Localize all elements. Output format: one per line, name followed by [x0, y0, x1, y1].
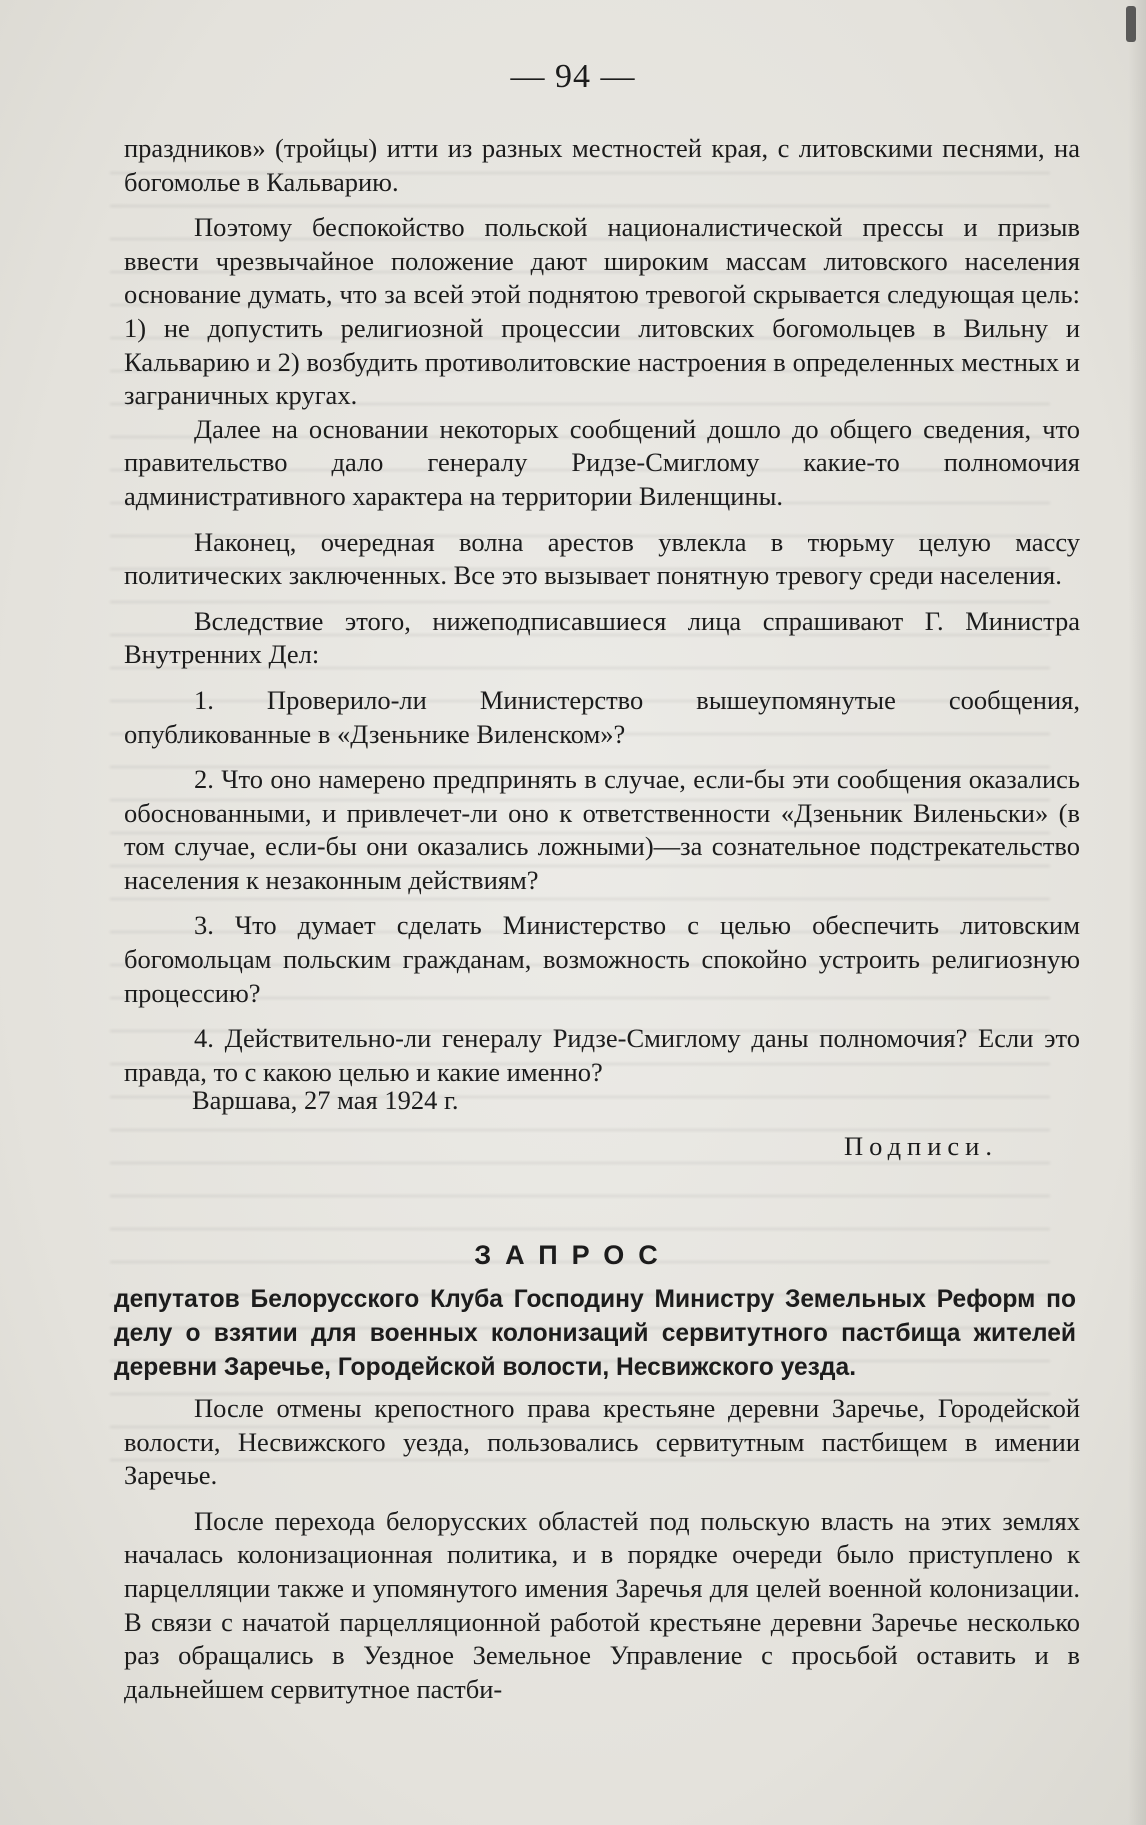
subheading-text: депутатов Белорусского Клуба Господину Министру Земельных Реформ по делу о взятии для военных колонизаций сервитутного пастбища жителей деревни Заречье, Городейской волости, Несвижского уезда.	[114, 1286, 1076, 1381]
page-edge-shadow	[1128, 0, 1146, 1825]
question-1: 1. Проверило-ли Министерство вышеупомянутые сообщения, опубликованные в «Дзеньнике Виленском»?	[124, 684, 1080, 749]
paragraph: Далее на основании некоторых сообщений дошло до общего сведения, что правительство дало генералу Ридзе-Смиглому какие-то полномочия административного характера на территории Виленщины.	[124, 413, 1080, 511]
bottom-text-block	[124, 1392, 1080, 1706]
question-4: 4. Действительно-ли генералу Ридзе-Смиглому даны полномочия? Если это правда, то с какою целью и какие именно?	[124, 1023, 1080, 1087]
top-text-block	[124, 132, 1080, 1089]
page-number: — 94 —	[510, 58, 636, 95]
section-subheading	[114, 1283, 1076, 1385]
paragraph: Вследствие этого, нижеподписавшиеся лица спрашивают Г. Министра Внутренних Дел:	[124, 605, 1080, 670]
paragraph: После отмены крепостного права крестьяне деревни Заречье, Городейской волости, Несвижского уезда, пользовались сервитутным пастбищем в имении Заречье.	[124, 1393, 1080, 1491]
paragraph: Поэтому беспокойство польской националистической прессы и призыв ввести чрезвычайное положение дают широким массам литовского населения основание думать, что за всей этой поднятою тревогой скрывается следующая цель: 1) не допустить религиозной процессии литовских богомольцев в Вильну и Кальварию и 2) возбудить противолитовские настроения в определенных местных и заграничных кругах.	[124, 212, 1080, 411]
section-heading: ЗАПРОС	[474, 1240, 672, 1270]
dateline: Варшава, 27 мая 1924 г.	[192, 1085, 459, 1115]
signatures-label: Подписи.	[843, 1131, 998, 1161]
scan-mark	[1126, 6, 1136, 42]
paragraph-continuation: праздников» (тройцы) итти из разных местностей края, с литовскими песнями, на богомолье в Кальварию.	[124, 133, 1080, 197]
question-2: 2. Что оно намерено предпринять в случае, если-бы эти сообщения оказались обоснованными, и привлечет-ли оно к ответственности «Дзеньник Виленьски» (в том случае, если-бы они оказались ложными)—за сознательное подстрекательство населения к незаконным действиям?	[124, 764, 1080, 895]
paragraph: Наконец, очередная волна арестов увлекла в тюрьму целую массу политических заключенных. Все это вызывает понятную тревогу среди населения.	[124, 526, 1080, 591]
paragraph: После перехода белорусских областей под польскую власть на этих землях началась колонизационная политика, и в порядке очереди было приступлено к парцелляции также и упомянутого имения Заречья для целей военной колонизации. В связи с начатой парцелляционной работой крестьяне деревни Заречье несколько раз обращались в Уездное Земельное Управление с просьбой оставить и в дальнейшем сервитутное пастби-	[124, 1505, 1080, 1704]
question-3: 3. Что думает сделать Министерство с целью обеспечить литовским богомольцам польским гражданам, возможность спокойно устроить религиозную процессию?	[124, 910, 1080, 1008]
